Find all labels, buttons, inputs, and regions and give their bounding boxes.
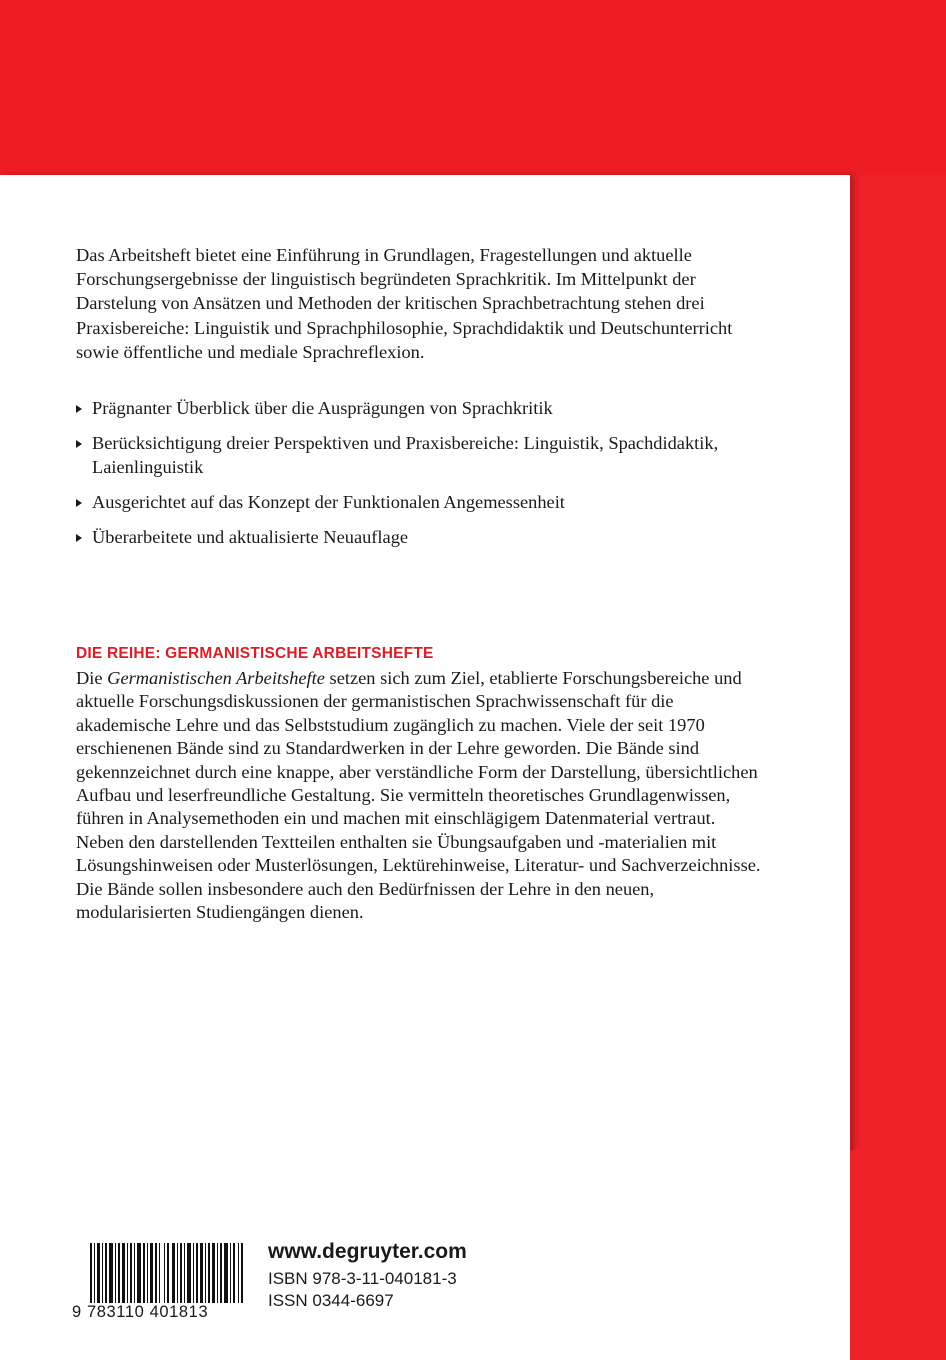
isbn-number: ISBN 978-3-11-040181-3 — [268, 1269, 457, 1288]
bullet-item: Ausgerichtet auf das Konzept der Funktionalen Angemessenheit — [76, 490, 776, 514]
triangle-bullet-icon — [76, 405, 82, 413]
publisher-info — [268, 1240, 467, 1312]
bullet-item: Berücksichtigung dreier Perspektiven und Praxisbereiche: Linguistik, Spachdidaktik, Laienlinguistik — [76, 431, 776, 479]
triangle-bullet-icon — [76, 534, 82, 542]
series-heading: DIE REIHE: GERMANISTISCHE ARBEITSHEFTE — [76, 645, 434, 662]
isbn-barcode — [72, 1243, 250, 1326]
feature-bullet-list — [76, 396, 776, 549]
barcode-digits: 9 783110 401813 — [72, 1303, 252, 1322]
series-body-paragraph: Die Germanistischen Arbeitshefte setzen sich zum Ziel, etablierte Forschungsbereiche und aktuelle Forschungsdiskussionen der germanistischen Sprachwissenschaft für die akademische Lehre und das Selbststudium zugänglich zu machen. Viele der seit 1970 erschienenen Bände sind zu Standardwerken in der Lehre geworden. Die Bände sind gekennzeichnet durch eine knappe, aber verständliche Form der Darstellung, übersichtlichen Aufbau und leserfreundliche Gestaltung. Sie vermitteln theoretisches Grundlagenwissen, führen in Analysemethoden ein und machen mit einschlägigem Datenmaterial vertraut. Neben den darstellenden Textteilen enthalten sie Übungsaufgaben und -materialien mit Lösungshinweisen oder Musterlösungen, Lektürehinweise, Literatur- und Sachverzeichnisse. — [76, 668, 761, 876]
bullet-item: Überarbeitete und aktualisierte Neuauflage — [76, 525, 776, 549]
publisher-url[interactable]: www.degruyter.com — [268, 1240, 467, 1263]
series-description — [76, 667, 766, 924]
issn-number: ISSN 0344-6697 — [268, 1291, 394, 1310]
triangle-bullet-icon — [76, 499, 82, 507]
series-title-italic: Germanistischen Arbeitshefte — [107, 668, 325, 688]
triangle-bullet-icon — [76, 440, 82, 448]
bullet-item: Prägnanter Überblick über die Ausprägungen von Sprachkritik — [76, 396, 776, 420]
red-bottom-band — [850, 1150, 946, 1360]
intro-paragraph: Das Arbeitsheft bietet eine Einführung in Grundlagen, Fragestellungen und aktuelle Forschungsergebnisse der linguistisch begründeten Sprachkritik. Im Mittelpunkt der Darstelung von Ansätzen und Methoden der kritischen Sprachbetrachtung stehen drei Praxisbereiche: Linguistik und Sprachphilosophie, Sprachdidaktik und Deutschunterricht sowie öffentliche und mediale Sprachreflexion. — [76, 245, 733, 362]
series-closing-paragraph: Die Bände sollen insbesondere auch den Bedürfnissen der Lehre in den neuen, modularisierten Studiengängen dienen. — [76, 878, 655, 923]
